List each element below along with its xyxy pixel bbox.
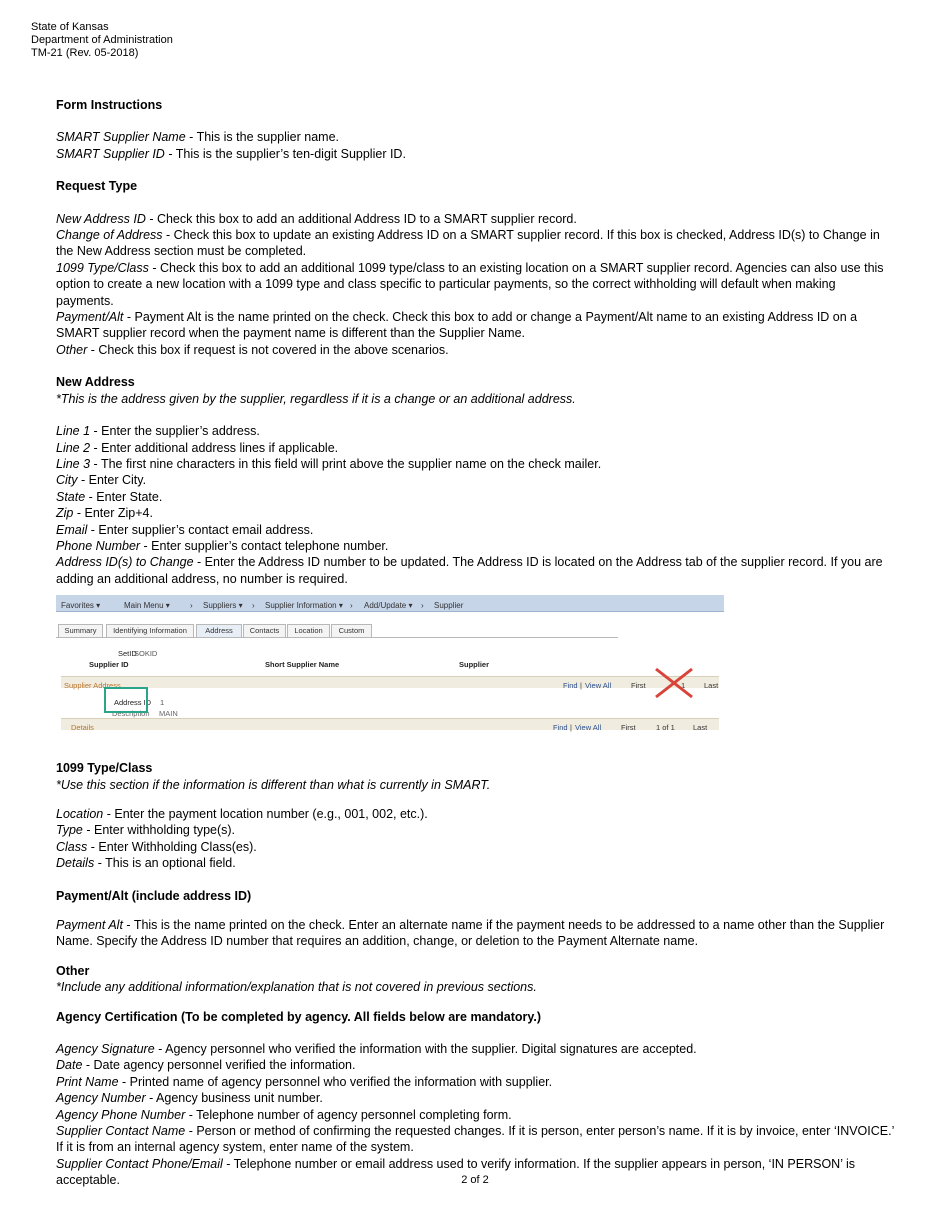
instruction-text: - This is an optional field. [94,856,236,871]
instruction-text: - Check this box to add an additional Address ID to a SMART supplier record. [145,211,577,226]
address-id-highlight-box [104,687,148,713]
nav-sep: › [252,601,255,611]
new-address-list [56,423,896,587]
description-value: MAIN [159,709,178,719]
supplier-address-bar: Supplier Address Find | View All First 1 Last [61,676,719,688]
agency-certification-heading: Agency Certification (To be completed by agency. All fields below are mandatory.) [56,1009,542,1024]
address-id-value: 1 [160,698,165,708]
instruction-term: Line 2 [56,440,91,455]
instruction-text: - This is the supplier name. [185,130,339,145]
instruction-term: Zip [56,506,74,521]
instruction-term: Agency Phone Number [56,1107,186,1122]
instruction-text: - Check this box to add an additional 1099 type/class to an existing location on a SMART supplier record. Agencies can also use this option to create a new location with a 1099 type and class specific to particular payments, so the correct withholding will default when making payments. [56,260,884,308]
new-address-note: *This is the address given by the supplier, regardless if it is a change or an additional address. [56,391,576,406]
tab-address: Address [196,624,242,638]
last-label: Last [704,681,719,691]
instruction-item [56,1123,896,1156]
document-header [31,21,173,60]
instruction-text: - Check this box if request is not covered in the above scenarios. [87,342,449,357]
tab-identifying-information: Identifying Information [106,624,194,638]
other-note: *Include any additional information/explanation that is not covered in previous sections. [56,980,537,995]
instruction-item [56,129,896,145]
payment-alt-heading: Payment/Alt (include address ID) [56,888,252,903]
request-type-list [56,211,896,359]
instruction-text: - Enter the payment location number (e.g., 001, 002, etc.). [103,806,428,821]
details-view-all-link: View All [575,723,602,733]
instruction-text: - Check this box to update an existing Address ID on a SMART supplier record. If this box is checked, Address ID(s) to Change in the New Address section must be completed. [56,228,880,259]
supplier-address-title: Supplier Address [64,681,121,691]
instruction-text: - Enter withholding type(s). [82,823,236,838]
tab-custom: Custom [331,624,372,638]
instruction-term: SMART Supplier Name [56,130,186,145]
details-find-link: Find [553,723,568,733]
header-form-number: TM-21 (Rev. 05-2018) [31,47,139,59]
instruction-item [56,1074,896,1090]
instruction-item [56,440,896,456]
type-1099-note: *Use this section if the information is different than what is currently in SMART. [56,777,491,792]
instruction-text: - Telephone number of agency personnel completing form. [185,1107,512,1122]
instruction-term: City [56,473,78,488]
instruction-term: State [56,489,86,504]
tab-contacts: Contacts [243,624,286,638]
instruction-item [56,227,896,260]
find-link: Find [563,681,578,691]
instruction-text: - Enter supplier’s contact email address. [87,522,314,537]
nav-sep: › [421,601,424,611]
instruction-text: - Enter City. [77,473,147,488]
other-heading: Other [56,963,90,978]
instruction-text: - Person or method of confirming the requested changes. If it is person, enter person’s name. If it is by invoice, enter ‘INVOICE.’ If it is from an internal agency system, enter name of the system. [56,1124,894,1155]
short-supplier-name-label: Short Supplier Name [265,660,340,670]
instruction-item [56,1057,896,1073]
tab-summary: Summary [58,624,103,638]
instruction-term: Agency Number [56,1091,146,1106]
form-instructions-list [56,129,896,162]
type-1099-heading: 1099 Type/Class [56,761,153,776]
nav-supplier: Supplier [434,601,464,611]
instruction-item [56,342,896,358]
payment-alt-list [56,917,896,950]
instruction-term: Supplier Contact Phone/Email [56,1156,223,1171]
smart-supplier-screenshot [56,595,724,732]
instruction-term: Change of Address [56,228,163,243]
instruction-term: Print Name [56,1074,119,1089]
address-id-label: Address ID [114,698,152,708]
instruction-term: Type [56,823,83,838]
instruction-item [56,472,896,488]
instruction-item [56,1090,896,1106]
instruction-item [56,822,896,838]
instruction-item [56,146,896,162]
instruction-term: Address ID(s) to Change [56,555,194,570]
view-all-link: View All [585,681,612,691]
instruction-term: Date [56,1058,83,1073]
nav-suppliers: Suppliers ▾ [203,601,243,611]
instruction-text: - This is the supplier’s ten-digit Supplier ID. [164,146,406,161]
instruction-item [56,839,896,855]
type-1099-list [56,806,896,872]
document-body [56,97,896,1189]
page-number-footer: 2 of 2 [461,1174,489,1186]
setid-value: SOKID [134,649,158,659]
form-instructions-heading: Form Instructions [56,98,163,112]
instruction-term: Supplier Contact Name [56,1124,186,1139]
instruction-text: - Enter Withholding Class(es). [87,839,257,854]
instruction-item [56,855,896,871]
instruction-term: Payment/Alt [56,310,124,325]
instruction-text: - Date agency personnel verified the information. [82,1058,356,1073]
instruction-item [56,538,896,554]
agency-certification-list [56,1041,896,1189]
instruction-term: Class [56,839,88,854]
request-type-heading: Request Type [56,179,138,194]
first-label: First [631,681,646,691]
instruction-text: - Agency business unit number. [145,1091,323,1106]
nav-supplier-information: Supplier Information ▾ [265,601,343,611]
instruction-term: Location [56,806,104,821]
instruction-text: - Enter Zip+4. [73,506,153,521]
instruction-item [56,522,896,538]
details-bar: Details Find | View All First 1 of 1 Last [61,718,719,730]
supplier-id-label: Supplier ID [89,660,129,670]
nav-add-update: Add/Update ▾ [364,601,413,611]
instruction-text: - This is the name printed on the check. Enter an alternate name if the payment needs to be addressed to a name other than the Supplier Name. Specify the Address ID number that requires an addition, change, or deletion to the Payment Alternate name. [56,918,885,949]
nav-sep: › [190,601,193,611]
instruction-text: - Telephone number or email address used to verify information. If the supplier appears in person, ‘IN PERSON’ is acceptable. [56,1156,856,1188]
instruction-term: Other [56,342,88,357]
description-label: Description [112,709,150,719]
instruction-item [56,1107,896,1123]
instruction-text: - Payment Alt is the name printed on the check. Check this box to add or change a Payment/Alt name to an existing Address ID on a SMART supplier record when the payment name is different than the Supplier Name. [56,310,858,341]
header-state: State of Kansas [31,21,109,33]
instruction-text: - The first nine characters in this field will print above the supplier name on the check mailer. [90,456,602,471]
instruction-item [56,309,896,342]
details-title: Details [71,723,94,733]
instruction-term: Details [56,856,95,871]
instruction-item [56,489,896,505]
instruction-item [56,917,896,950]
instruction-text: - Enter supplier’s contact telephone number. [140,538,389,553]
instruction-text: - Agency personnel who verified the information with the supplier. Digital signatures are accepted. [154,1042,697,1057]
instruction-text: - Enter State. [85,489,163,504]
new-address-heading: New Address [56,375,135,390]
instruction-term: Payment Alt [56,918,123,932]
tab-location: Location [287,624,330,638]
nav-main-menu: Main Menu ▾ [124,601,170,611]
header-department: Department of Administration [31,34,173,46]
instruction-text: - Enter additional address lines if applicable. [90,440,339,455]
nav-favorites: Favorites ▾ [61,601,101,611]
instruction-term: Phone Number [56,538,141,553]
instruction-item [56,260,896,309]
instruction-item [56,505,896,521]
details-first-label: First [621,723,636,733]
screenshot-nav-bar [56,595,724,612]
details-of-text: 1 of 1 [656,723,675,733]
instruction-text: - Printed name of agency personnel who verified the information with supplier. [118,1074,553,1089]
instruction-term: Email [56,522,88,537]
instruction-term: 1099 Type/Class [56,260,149,275]
instruction-item [56,211,896,227]
instruction-term: Agency Signature [56,1042,155,1057]
instruction-text: - Enter the Address ID number to be updated. The Address ID is located on the Address tab of the supplier record. If you are adding an additional address, no number is required. [56,555,883,586]
instruction-item [56,423,896,439]
instruction-item [56,1041,896,1057]
instruction-item [56,554,896,587]
details-last-label: Last [693,723,708,733]
instruction-text: - Enter the supplier’s address. [90,424,260,439]
setid-label: SetID [118,649,137,659]
instruction-term: New Address ID [56,211,146,226]
red-x-mark-icon [653,666,695,700]
supplier-label: Supplier [459,660,490,670]
instruction-item [56,456,896,472]
instruction-term: SMART Supplier ID [56,146,165,161]
nav-sep: › [350,601,353,611]
instruction-term: Line 3 [56,456,91,471]
page-number: 1 [681,681,686,691]
instruction-term: Line 1 [56,424,91,439]
instruction-item [56,806,896,822]
